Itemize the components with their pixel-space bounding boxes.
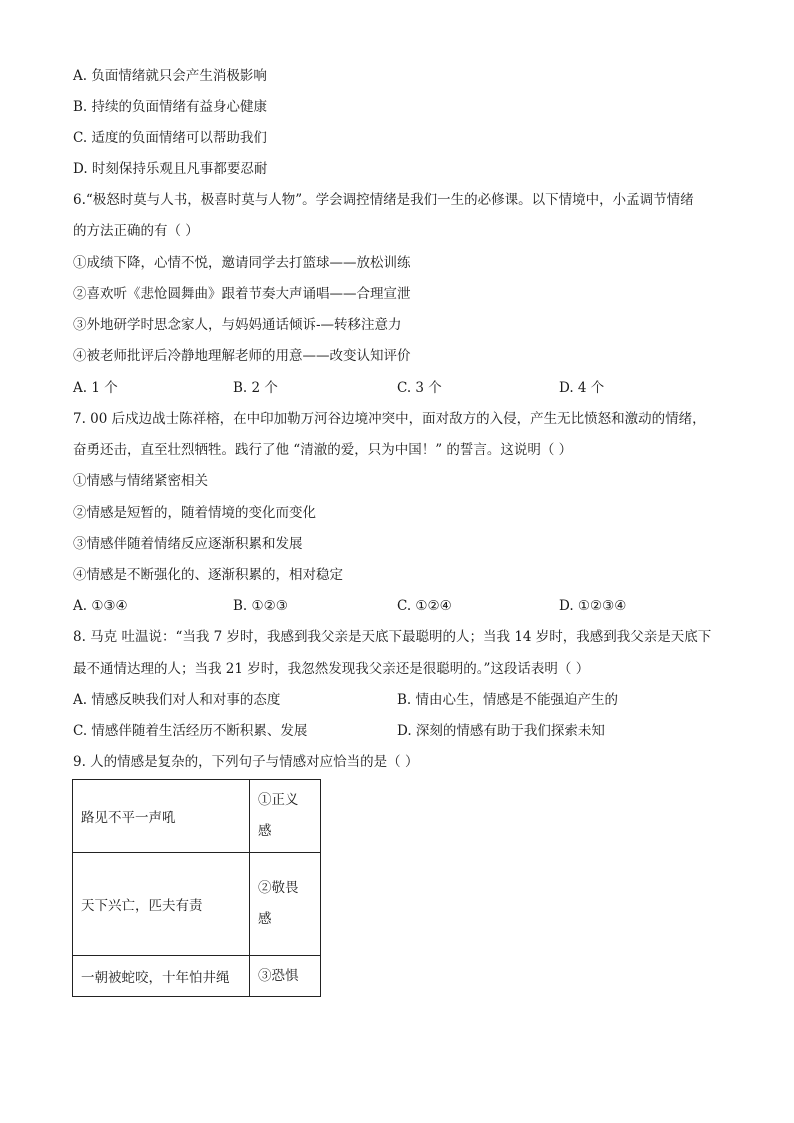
- q6-option-c: C. 3 个: [397, 380, 442, 396]
- sentence-cell: 天下兴亡，匹夫有责: [73, 853, 250, 956]
- q5-option-b: B. 持续的负面情绪有益身心健康: [73, 99, 268, 115]
- q7-option-b: B. ①②③: [233, 598, 288, 614]
- q8-option-a: A. 情感反映我们对人和对事的态度: [73, 692, 281, 708]
- q6-stem-line2: 的方法正确的有（ ）: [73, 223, 199, 239]
- q6-item-4: ④被老师批评后冷静地理解老师的用意——改变认知评价: [73, 348, 411, 364]
- q8-option-c: C. 情感伴随着生活经历不断积累、发展: [73, 723, 308, 739]
- q9-emotion-table: [72, 779, 321, 997]
- q5-option-a: A. 负面情绪就只会产生消极影响: [73, 68, 267, 84]
- q6-option-b: B. 2 个: [233, 380, 278, 396]
- q7-option-c: C. ①②④: [397, 598, 452, 614]
- sentence-cell: 一朝被蛇咬，十年怕井绳: [73, 956, 250, 997]
- q6-option-d: D. 4 个: [559, 380, 605, 396]
- q6-stem-line1: 6.“极怒时莫与人书，极喜时莫与人物”。学会调控情绪是我们一生的必修课。以下情境中，小孟调节情绪: [73, 192, 694, 208]
- q6-item-3: ③外地研学时思念家人，与妈妈通话倾诉-—转移注意力: [73, 317, 402, 333]
- q8-stem-line2: 最不通情达理的人；当我 21 岁时，我忽然发现我父亲还是很聪明的。”这段话表明（ ）: [73, 661, 590, 677]
- emotion-label: ①正义: [258, 792, 299, 808]
- q6-item-1: ①成绩下降，心情不悦，邀请同学去打篮球——放松训练: [73, 255, 411, 271]
- q7-stem-line2: 奋勇还击，直至壮烈牺牲。践行了他 “清澈的爱，只为中国！” 的誓言。这说明（ ）: [73, 442, 573, 458]
- sentence-cell: 路见不平一声吼: [73, 780, 250, 853]
- emotion-cell: [250, 780, 321, 853]
- q7-item-3: ③情感伴随着情绪反应逐渐积累和发展: [73, 536, 303, 552]
- table-row: [73, 780, 321, 853]
- q5-option-d: D. 时刻保持乐观且凡事都要忍耐: [73, 161, 268, 177]
- emotion-label: ③恐惧: [258, 967, 299, 984]
- q5-option-c: C. 适度的负面情绪可以帮助我们: [73, 130, 267, 146]
- emotion-cell: [250, 853, 321, 956]
- q6-item-2: ②喜欢听《悲怆圆舞曲》跟着节奏大声诵唱——合理宣泄: [73, 286, 411, 302]
- q9-stem: 9. 人的情感是复杂的，下列句子与情感对应恰当的是（ ）: [73, 754, 419, 770]
- emotion-cell: [250, 956, 321, 997]
- emotion-label-cont: 感: [258, 911, 272, 927]
- emotion-label-cont: 感: [258, 823, 272, 839]
- q7-option-d: D. ①②③④: [559, 598, 627, 614]
- emotion-label: ②敬畏: [258, 880, 299, 896]
- q7-stem-line1: 7. 00 后戍边战士陈祥榕，在中印加勒万河谷边境冲突中，面对敌方的入侵，产生无比愤怒和激动的情绪，: [73, 411, 706, 427]
- table-row: [73, 853, 321, 956]
- q7-item-4: ④情感是不断强化的、逐渐积累的，相对稳定: [73, 567, 343, 583]
- q8-stem-line1: 8. 马克 吐温说：“当我 7 岁时，我感到我父亲是天底下最聪明的人；当我 14 岁时，我感到我父亲是天底下: [73, 629, 712, 645]
- q8-option-b: B. 情由心生，情感是不能强迫产生的: [397, 692, 619, 708]
- table-row: [73, 956, 321, 997]
- q7-item-1: ①情感与情绪紧密相关: [73, 473, 208, 489]
- q7-option-a: A. ①③④: [73, 598, 128, 614]
- q7-item-2: ②情感是短暂的，随着情境的变化而变化: [73, 505, 316, 521]
- q6-option-a: A. 1 个: [73, 380, 118, 396]
- q8-option-d: D. 深刻的情感有助于我们探索未知: [397, 723, 605, 739]
